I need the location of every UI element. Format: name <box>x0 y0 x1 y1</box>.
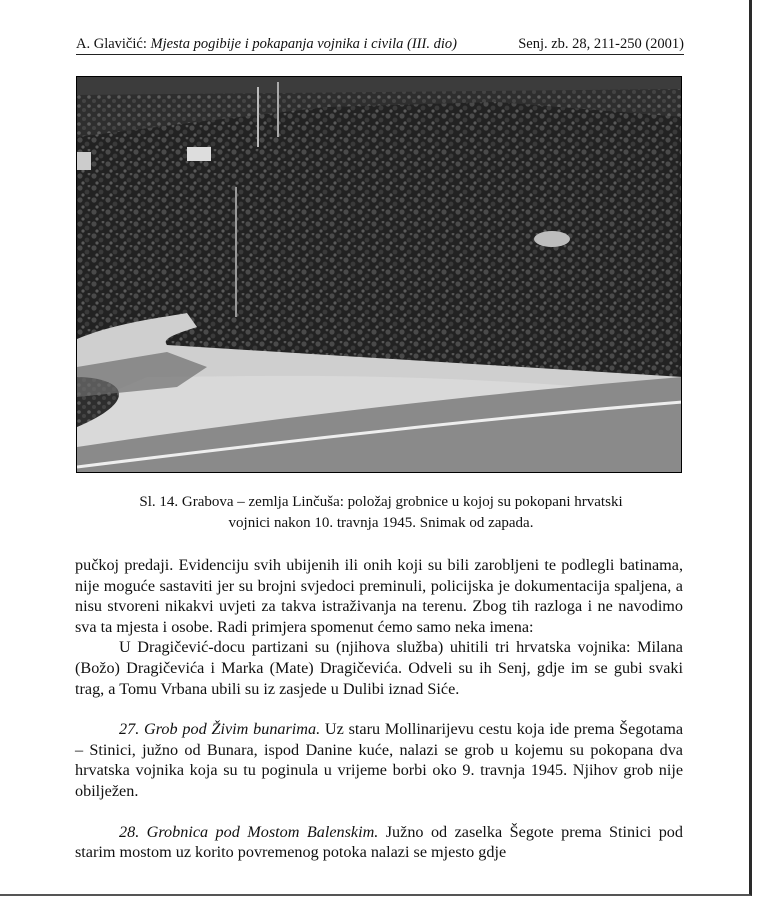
caption-line-1: Sl. 14. Grabova – zemlja Linčuša: položaj grobnice u kojoj su pokopani hrvatski <box>139 494 623 510</box>
paragraph-3 <box>75 719 683 801</box>
header-title: Mjesta pogibije i pokapanja vojnika i civila (III. dio) <box>150 36 457 52</box>
header-left <box>76 36 457 53</box>
figure-caption <box>96 492 666 534</box>
section-27-heading: 27. Grob pod Živim bunarima. <box>119 720 321 739</box>
photo-landscape <box>77 77 682 473</box>
running-header <box>76 36 684 53</box>
section-28-heading: 28. Grobnica pod Mostom Balenskim. <box>119 822 379 841</box>
paragraph-4 <box>75 822 683 863</box>
figure-photo <box>76 76 682 473</box>
header-rule <box>76 54 684 55</box>
header-author: A. Glavičić: <box>76 36 147 52</box>
section-28-text: Južno od zaselka Šegote prema Stinici pod starim mostom uz korito povremenog potoka nalazi se mjesto gdje <box>75 822 683 862</box>
body-text <box>75 555 683 863</box>
paragraph-1: pučkoj predaji. Evidenciju svih ubijenih ili onih koji su bili zarobljeni te podlegli batinama, nije moguće sastaviti jer su brojni svjedoci preminuli, policijska je dokumentacija spaljena, a nisu stvoreni nikakvi uvjeti za takva istraživanja na terenu. Zbog tih razloga i ne navodimo sva ta mjesta i osobe. Radi primjera spomenut ćemo samo neka imena: <box>75 556 683 636</box>
section-27-text: Uz staru Mollinarijevu cestu koja ide prema Šegotama – Stinici, južno od Bunara, ispod Danine kuće, nalazi se grob u kojemu su pokopana dva hrvatska vojnika koja su tu poginula u vrijeme borbi oko 9. travnja 1945. Njihov grob nije obilježen. <box>75 720 684 800</box>
paragraph-2: U Dragičević-docu partizani su (njihova služba) uhitili tri hrvatska vojnika: Milana (Božo) Dragičevića i Marka (Mate) Dragičevića. Odveli su ih Senj, gdje im se gubi svaki trag, a Tomu Vrbana ubili su iz zasjede u Dulibi iznad Siće. <box>75 638 683 698</box>
header-journal: Senj. zb. 28, 211-250 (2001) <box>518 36 684 52</box>
caption-line-2: vojnici nakon 10. travnja 1945. Snimak od zapada. <box>228 515 534 531</box>
